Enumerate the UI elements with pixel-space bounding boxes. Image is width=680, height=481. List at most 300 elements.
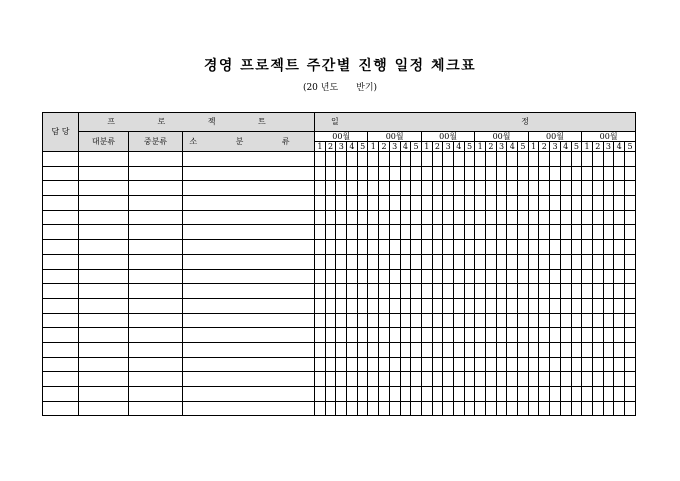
- week-cell[interactable]: [411, 210, 422, 225]
- week-cell[interactable]: [592, 196, 603, 211]
- week-cell[interactable]: [443, 152, 454, 167]
- entry-cell[interactable]: [79, 313, 129, 328]
- week-cell[interactable]: [518, 166, 529, 181]
- entry-cell[interactable]: [43, 166, 79, 181]
- week-cell[interactable]: [389, 181, 400, 196]
- week-cell[interactable]: [571, 166, 582, 181]
- week-cell[interactable]: [614, 401, 625, 416]
- week-cell[interactable]: [368, 284, 379, 299]
- week-cell[interactable]: [624, 313, 635, 328]
- week-cell[interactable]: [475, 152, 486, 167]
- week-cell[interactable]: [507, 387, 518, 402]
- week-cell[interactable]: [432, 401, 443, 416]
- week-cell[interactable]: [315, 166, 326, 181]
- entry-cell[interactable]: [79, 387, 129, 402]
- week-cell[interactable]: [379, 328, 390, 343]
- week-cell[interactable]: [603, 401, 614, 416]
- week-cell[interactable]: [315, 181, 326, 196]
- week-cell[interactable]: [571, 401, 582, 416]
- week-cell[interactable]: [486, 387, 497, 402]
- entry-cell[interactable]: [129, 240, 183, 255]
- week-cell[interactable]: [528, 210, 539, 225]
- week-cell[interactable]: [379, 269, 390, 284]
- week-cell[interactable]: [614, 196, 625, 211]
- week-cell[interactable]: [518, 342, 529, 357]
- week-cell[interactable]: [614, 225, 625, 240]
- week-cell[interactable]: [400, 401, 411, 416]
- week-cell[interactable]: [336, 298, 347, 313]
- entry-cell[interactable]: [79, 357, 129, 372]
- entry-cell[interactable]: [129, 254, 183, 269]
- week-cell[interactable]: [507, 240, 518, 255]
- week-cell[interactable]: [400, 166, 411, 181]
- week-cell[interactable]: [496, 328, 507, 343]
- week-cell[interactable]: [507, 284, 518, 299]
- week-cell[interactable]: [528, 166, 539, 181]
- week-cell[interactable]: [571, 357, 582, 372]
- week-cell[interactable]: [464, 313, 475, 328]
- week-cell[interactable]: [614, 254, 625, 269]
- entry-cell[interactable]: [183, 342, 315, 357]
- week-cell[interactable]: [357, 342, 368, 357]
- week-cell[interactable]: [432, 269, 443, 284]
- week-cell[interactable]: [315, 372, 326, 387]
- week-cell[interactable]: [368, 328, 379, 343]
- week-cell[interactable]: [357, 166, 368, 181]
- week-cell[interactable]: [389, 387, 400, 402]
- week-cell[interactable]: [475, 387, 486, 402]
- week-cell[interactable]: [603, 196, 614, 211]
- week-cell[interactable]: [571, 181, 582, 196]
- week-cell[interactable]: [603, 313, 614, 328]
- week-cell[interactable]: [528, 152, 539, 167]
- week-cell[interactable]: [325, 152, 336, 167]
- week-cell[interactable]: [475, 342, 486, 357]
- week-cell[interactable]: [603, 328, 614, 343]
- week-cell[interactable]: [389, 254, 400, 269]
- week-cell[interactable]: [357, 313, 368, 328]
- entry-cell[interactable]: [43, 269, 79, 284]
- week-cell[interactable]: [336, 240, 347, 255]
- week-cell[interactable]: [550, 342, 561, 357]
- week-cell[interactable]: [507, 166, 518, 181]
- week-cell[interactable]: [336, 401, 347, 416]
- week-cell[interactable]: [592, 240, 603, 255]
- week-cell[interactable]: [421, 313, 432, 328]
- entry-cell[interactable]: [183, 166, 315, 181]
- entry-cell[interactable]: [129, 387, 183, 402]
- week-cell[interactable]: [592, 387, 603, 402]
- week-cell[interactable]: [539, 254, 550, 269]
- week-cell[interactable]: [411, 166, 422, 181]
- week-cell[interactable]: [368, 269, 379, 284]
- week-cell[interactable]: [518, 387, 529, 402]
- week-cell[interactable]: [411, 357, 422, 372]
- week-cell[interactable]: [400, 387, 411, 402]
- week-cell[interactable]: [518, 357, 529, 372]
- week-cell[interactable]: [379, 225, 390, 240]
- week-cell[interactable]: [347, 284, 358, 299]
- week-cell[interactable]: [528, 401, 539, 416]
- week-cell[interactable]: [539, 196, 550, 211]
- entry-cell[interactable]: [79, 284, 129, 299]
- week-cell[interactable]: [475, 166, 486, 181]
- week-cell[interactable]: [347, 401, 358, 416]
- week-cell[interactable]: [411, 313, 422, 328]
- week-cell[interactable]: [357, 225, 368, 240]
- week-cell[interactable]: [475, 196, 486, 211]
- entry-cell[interactable]: [43, 284, 79, 299]
- week-cell[interactable]: [421, 181, 432, 196]
- entry-cell[interactable]: [129, 166, 183, 181]
- week-cell[interactable]: [325, 342, 336, 357]
- entry-cell[interactable]: [183, 196, 315, 211]
- week-cell[interactable]: [400, 254, 411, 269]
- week-cell[interactable]: [624, 328, 635, 343]
- week-cell[interactable]: [507, 342, 518, 357]
- week-cell[interactable]: [347, 313, 358, 328]
- week-cell[interactable]: [443, 328, 454, 343]
- week-cell[interactable]: [453, 298, 464, 313]
- week-cell[interactable]: [518, 284, 529, 299]
- entry-cell[interactable]: [183, 181, 315, 196]
- week-cell[interactable]: [464, 387, 475, 402]
- week-cell[interactable]: [453, 254, 464, 269]
- week-cell[interactable]: [443, 357, 454, 372]
- week-cell[interactable]: [592, 254, 603, 269]
- week-cell[interactable]: [421, 254, 432, 269]
- week-cell[interactable]: [368, 372, 379, 387]
- week-cell[interactable]: [400, 342, 411, 357]
- week-cell[interactable]: [486, 313, 497, 328]
- week-cell[interactable]: [486, 240, 497, 255]
- week-cell[interactable]: [432, 210, 443, 225]
- week-cell[interactable]: [432, 313, 443, 328]
- entry-cell[interactable]: [79, 328, 129, 343]
- week-cell[interactable]: [443, 372, 454, 387]
- week-cell[interactable]: [571, 269, 582, 284]
- entry-cell[interactable]: [183, 152, 315, 167]
- week-cell[interactable]: [475, 269, 486, 284]
- week-cell[interactable]: [443, 240, 454, 255]
- entry-cell[interactable]: [183, 254, 315, 269]
- week-cell[interactable]: [453, 401, 464, 416]
- week-cell[interactable]: [400, 298, 411, 313]
- week-cell[interactable]: [421, 298, 432, 313]
- week-cell[interactable]: [432, 372, 443, 387]
- week-cell[interactable]: [528, 328, 539, 343]
- week-cell[interactable]: [624, 372, 635, 387]
- week-cell[interactable]: [592, 284, 603, 299]
- week-cell[interactable]: [389, 240, 400, 255]
- week-cell[interactable]: [475, 254, 486, 269]
- entry-cell[interactable]: [43, 401, 79, 416]
- week-cell[interactable]: [571, 342, 582, 357]
- entry-cell[interactable]: [43, 328, 79, 343]
- week-cell[interactable]: [486, 166, 497, 181]
- week-cell[interactable]: [528, 269, 539, 284]
- week-cell[interactable]: [624, 342, 635, 357]
- week-cell[interactable]: [411, 181, 422, 196]
- week-cell[interactable]: [560, 240, 571, 255]
- week-cell[interactable]: [475, 181, 486, 196]
- week-cell[interactable]: [550, 240, 561, 255]
- week-cell[interactable]: [614, 166, 625, 181]
- week-cell[interactable]: [614, 372, 625, 387]
- week-cell[interactable]: [560, 210, 571, 225]
- week-cell[interactable]: [582, 152, 593, 167]
- week-cell[interactable]: [496, 240, 507, 255]
- week-cell[interactable]: [603, 298, 614, 313]
- week-cell[interactable]: [443, 254, 454, 269]
- entry-cell[interactable]: [43, 357, 79, 372]
- week-cell[interactable]: [336, 342, 347, 357]
- week-cell[interactable]: [357, 401, 368, 416]
- week-cell[interactable]: [496, 357, 507, 372]
- week-cell[interactable]: [560, 166, 571, 181]
- week-cell[interactable]: [453, 342, 464, 357]
- week-cell[interactable]: [421, 357, 432, 372]
- week-cell[interactable]: [582, 181, 593, 196]
- week-cell[interactable]: [496, 284, 507, 299]
- week-cell[interactable]: [443, 313, 454, 328]
- week-cell[interactable]: [443, 225, 454, 240]
- week-cell[interactable]: [443, 401, 454, 416]
- week-cell[interactable]: [443, 298, 454, 313]
- week-cell[interactable]: [432, 342, 443, 357]
- week-cell[interactable]: [389, 298, 400, 313]
- week-cell[interactable]: [379, 196, 390, 211]
- week-cell[interactable]: [453, 225, 464, 240]
- week-cell[interactable]: [347, 269, 358, 284]
- week-cell[interactable]: [571, 298, 582, 313]
- week-cell[interactable]: [582, 269, 593, 284]
- week-cell[interactable]: [421, 328, 432, 343]
- entry-cell[interactable]: [43, 387, 79, 402]
- week-cell[interactable]: [347, 372, 358, 387]
- week-cell[interactable]: [539, 152, 550, 167]
- entry-cell[interactable]: [129, 269, 183, 284]
- week-cell[interactable]: [347, 225, 358, 240]
- week-cell[interactable]: [518, 269, 529, 284]
- week-cell[interactable]: [507, 328, 518, 343]
- week-cell[interactable]: [411, 401, 422, 416]
- week-cell[interactable]: [400, 240, 411, 255]
- week-cell[interactable]: [475, 210, 486, 225]
- week-cell[interactable]: [496, 196, 507, 211]
- week-cell[interactable]: [464, 166, 475, 181]
- week-cell[interactable]: [368, 181, 379, 196]
- week-cell[interactable]: [539, 328, 550, 343]
- week-cell[interactable]: [614, 298, 625, 313]
- week-cell[interactable]: [432, 284, 443, 299]
- week-cell[interactable]: [592, 328, 603, 343]
- week-cell[interactable]: [411, 342, 422, 357]
- week-cell[interactable]: [560, 401, 571, 416]
- week-cell[interactable]: [496, 401, 507, 416]
- week-cell[interactable]: [592, 401, 603, 416]
- entry-cell[interactable]: [43, 152, 79, 167]
- week-cell[interactable]: [315, 342, 326, 357]
- week-cell[interactable]: [614, 313, 625, 328]
- entry-cell[interactable]: [43, 240, 79, 255]
- week-cell[interactable]: [603, 166, 614, 181]
- week-cell[interactable]: [507, 254, 518, 269]
- week-cell[interactable]: [443, 181, 454, 196]
- week-cell[interactable]: [389, 284, 400, 299]
- week-cell[interactable]: [315, 225, 326, 240]
- entry-cell[interactable]: [79, 401, 129, 416]
- week-cell[interactable]: [486, 401, 497, 416]
- week-cell[interactable]: [389, 210, 400, 225]
- week-cell[interactable]: [614, 328, 625, 343]
- week-cell[interactable]: [592, 298, 603, 313]
- week-cell[interactable]: [550, 166, 561, 181]
- week-cell[interactable]: [582, 240, 593, 255]
- week-cell[interactable]: [560, 342, 571, 357]
- week-cell[interactable]: [582, 328, 593, 343]
- week-cell[interactable]: [464, 342, 475, 357]
- week-cell[interactable]: [582, 284, 593, 299]
- week-cell[interactable]: [325, 225, 336, 240]
- week-cell[interactable]: [347, 196, 358, 211]
- week-cell[interactable]: [550, 328, 561, 343]
- entry-cell[interactable]: [183, 313, 315, 328]
- week-cell[interactable]: [496, 210, 507, 225]
- week-cell[interactable]: [315, 152, 326, 167]
- week-cell[interactable]: [550, 196, 561, 211]
- week-cell[interactable]: [624, 254, 635, 269]
- entry-cell[interactable]: [79, 240, 129, 255]
- week-cell[interactable]: [400, 225, 411, 240]
- week-cell[interactable]: [357, 298, 368, 313]
- week-cell[interactable]: [443, 269, 454, 284]
- week-cell[interactable]: [475, 372, 486, 387]
- week-cell[interactable]: [582, 298, 593, 313]
- week-cell[interactable]: [464, 254, 475, 269]
- week-cell[interactable]: [528, 387, 539, 402]
- week-cell[interactable]: [603, 152, 614, 167]
- week-cell[interactable]: [486, 284, 497, 299]
- week-cell[interactable]: [347, 152, 358, 167]
- week-cell[interactable]: [379, 401, 390, 416]
- entry-cell[interactable]: [79, 269, 129, 284]
- entry-cell[interactable]: [79, 181, 129, 196]
- week-cell[interactable]: [411, 152, 422, 167]
- week-cell[interactable]: [592, 342, 603, 357]
- week-cell[interactable]: [486, 181, 497, 196]
- week-cell[interactable]: [357, 269, 368, 284]
- week-cell[interactable]: [389, 328, 400, 343]
- week-cell[interactable]: [347, 254, 358, 269]
- week-cell[interactable]: [518, 210, 529, 225]
- week-cell[interactable]: [550, 357, 561, 372]
- week-cell[interactable]: [560, 225, 571, 240]
- week-cell[interactable]: [315, 240, 326, 255]
- week-cell[interactable]: [389, 342, 400, 357]
- week-cell[interactable]: [603, 372, 614, 387]
- week-cell[interactable]: [347, 240, 358, 255]
- week-cell[interactable]: [453, 196, 464, 211]
- entry-cell[interactable]: [183, 210, 315, 225]
- week-cell[interactable]: [614, 240, 625, 255]
- week-cell[interactable]: [603, 269, 614, 284]
- week-cell[interactable]: [325, 210, 336, 225]
- week-cell[interactable]: [325, 240, 336, 255]
- week-cell[interactable]: [411, 284, 422, 299]
- week-cell[interactable]: [603, 254, 614, 269]
- week-cell[interactable]: [496, 166, 507, 181]
- week-cell[interactable]: [357, 284, 368, 299]
- week-cell[interactable]: [614, 269, 625, 284]
- week-cell[interactable]: [550, 372, 561, 387]
- week-cell[interactable]: [592, 166, 603, 181]
- week-cell[interactable]: [325, 284, 336, 299]
- week-cell[interactable]: [464, 284, 475, 299]
- week-cell[interactable]: [539, 284, 550, 299]
- week-cell[interactable]: [389, 269, 400, 284]
- week-cell[interactable]: [582, 342, 593, 357]
- week-cell[interactable]: [464, 401, 475, 416]
- week-cell[interactable]: [550, 284, 561, 299]
- week-cell[interactable]: [336, 210, 347, 225]
- week-cell[interactable]: [475, 298, 486, 313]
- week-cell[interactable]: [421, 401, 432, 416]
- week-cell[interactable]: [315, 313, 326, 328]
- week-cell[interactable]: [357, 357, 368, 372]
- entry-cell[interactable]: [79, 298, 129, 313]
- week-cell[interactable]: [571, 372, 582, 387]
- week-cell[interactable]: [368, 210, 379, 225]
- week-cell[interactable]: [507, 357, 518, 372]
- week-cell[interactable]: [400, 269, 411, 284]
- entry-cell[interactable]: [129, 342, 183, 357]
- week-cell[interactable]: [528, 181, 539, 196]
- week-cell[interactable]: [379, 166, 390, 181]
- entry-cell[interactable]: [43, 210, 79, 225]
- week-cell[interactable]: [507, 210, 518, 225]
- week-cell[interactable]: [315, 357, 326, 372]
- week-cell[interactable]: [336, 313, 347, 328]
- week-cell[interactable]: [560, 387, 571, 402]
- week-cell[interactable]: [539, 269, 550, 284]
- week-cell[interactable]: [368, 225, 379, 240]
- week-cell[interactable]: [582, 166, 593, 181]
- week-cell[interactable]: [325, 269, 336, 284]
- week-cell[interactable]: [624, 387, 635, 402]
- week-cell[interactable]: [560, 269, 571, 284]
- week-cell[interactable]: [347, 166, 358, 181]
- week-cell[interactable]: [624, 240, 635, 255]
- entry-cell[interactable]: [183, 240, 315, 255]
- week-cell[interactable]: [421, 210, 432, 225]
- week-cell[interactable]: [389, 152, 400, 167]
- week-cell[interactable]: [571, 387, 582, 402]
- week-cell[interactable]: [539, 387, 550, 402]
- week-cell[interactable]: [603, 387, 614, 402]
- week-cell[interactable]: [518, 372, 529, 387]
- week-cell[interactable]: [464, 372, 475, 387]
- week-cell[interactable]: [592, 313, 603, 328]
- week-cell[interactable]: [389, 357, 400, 372]
- week-cell[interactable]: [421, 240, 432, 255]
- week-cell[interactable]: [432, 328, 443, 343]
- week-cell[interactable]: [592, 372, 603, 387]
- entry-cell[interactable]: [129, 401, 183, 416]
- week-cell[interactable]: [603, 225, 614, 240]
- week-cell[interactable]: [357, 152, 368, 167]
- week-cell[interactable]: [453, 210, 464, 225]
